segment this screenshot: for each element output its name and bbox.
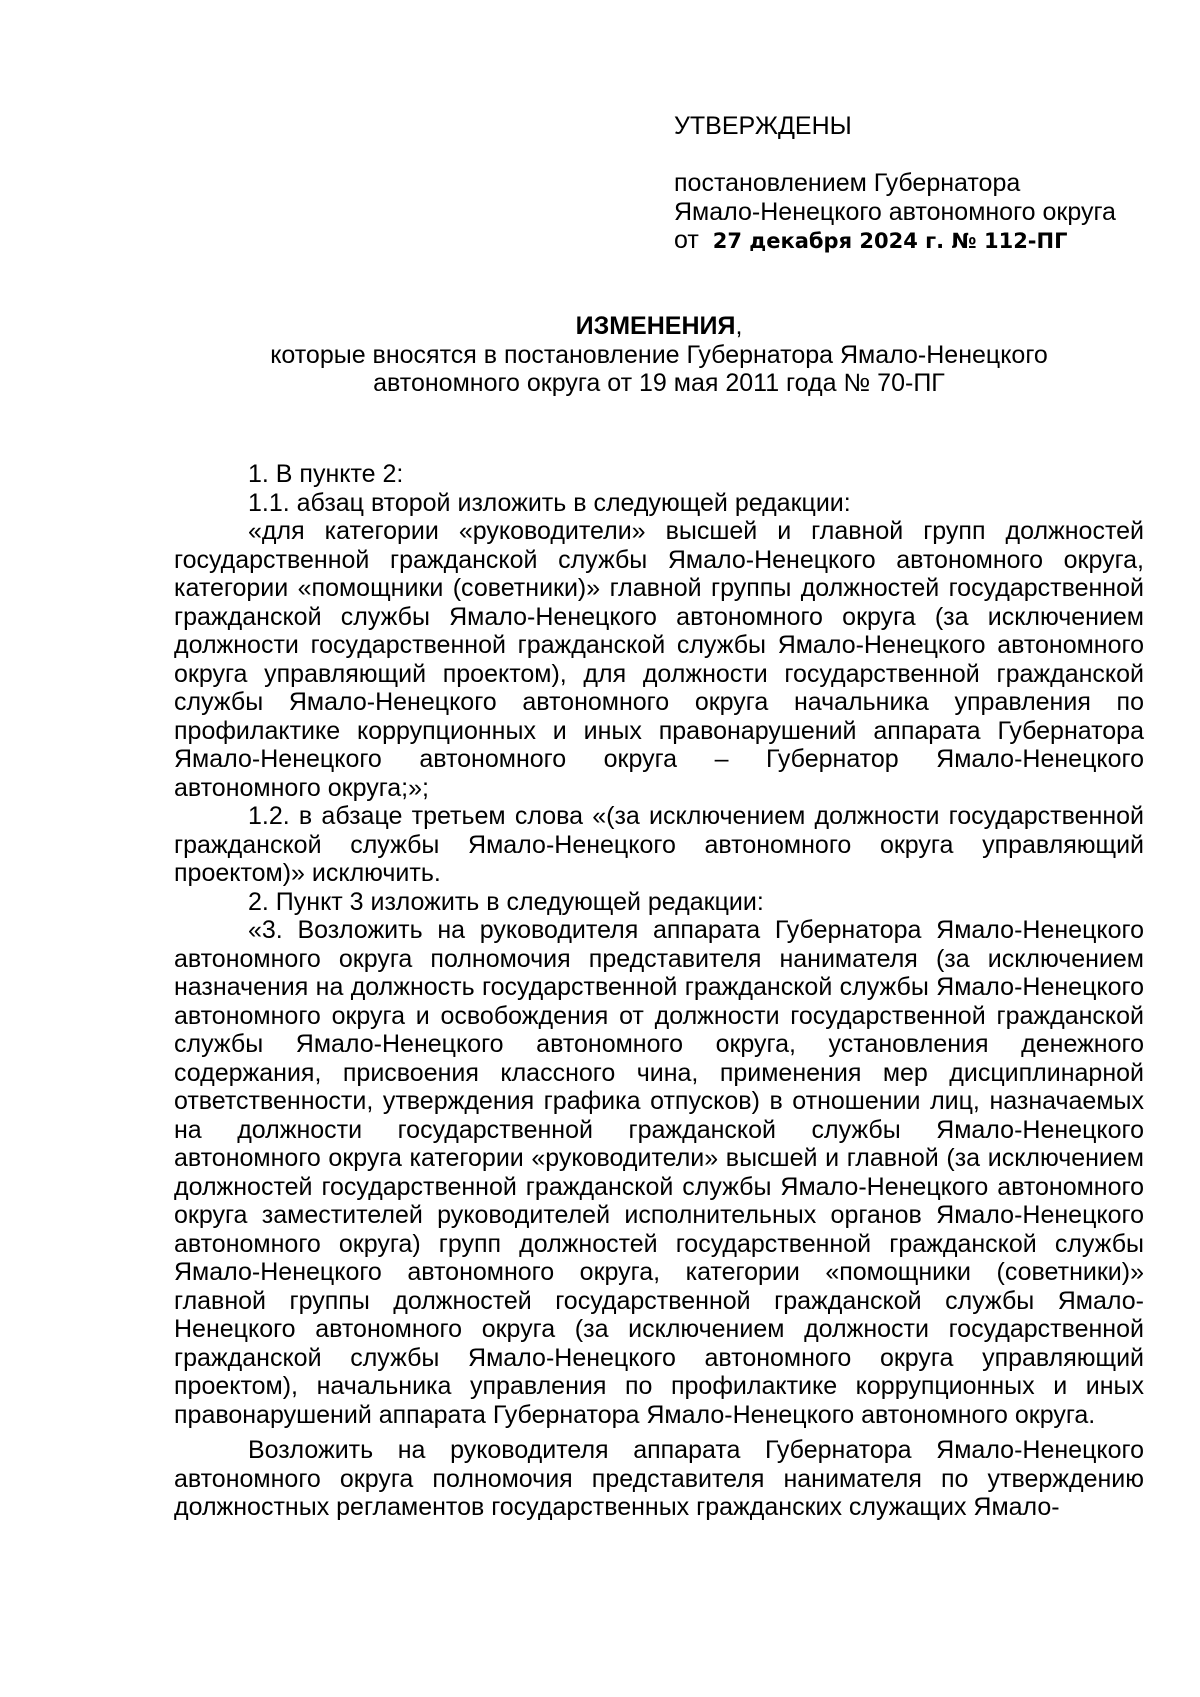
approval-date-prefix: от (674, 226, 699, 254)
heading-title-line (174, 312, 1144, 341)
approval-heading: УТВЕРЖДЕНЫ (674, 112, 852, 140)
approval-date-number: 27 декабря 2024 г. № 112-ПГ (712, 229, 1068, 253)
paragraph-quote-1: «для категории «руководители» высшей и главной групп должностей государственной гражданской службы Ямало-Ненецкого автономного округа, категории «помощники (советники)» главной группы должностей государственной гражданской службы Ямало-Ненецкого автономного округа (за исключением должности государственной гражданской службы Ямало-Ненецкого автономного округа управляющий проектом), для должности государственной гражданской службы Ямало-Ненецкого автономного округа начальника управления по профилактике коррупционных и иных правонарушений аппарата Губернатора Ямало-Ненецкого автономного округа – Губернатор Ямало-Ненецкого автономного округа;»; (174, 517, 1144, 802)
title-comma: , (735, 312, 743, 340)
approval-line-1: постановлением Губернатора (674, 169, 1021, 197)
approval-line-2: Ямало-Ненецкого автономного округа (674, 197, 1116, 226)
paragraph-item-1-1: 1.1. абзац второй изложить в следующей редакции: (248, 488, 851, 517)
document-heading (174, 312, 1144, 398)
heading-subtitle-1: которые вносятся в постановление Губернатора Ямало-Ненецкого (270, 340, 1048, 369)
paragraph-continuation: Возложить на руководителя аппарата Губернатора Ямало-Ненецкого автономного округа полномочия представителя нанимателя по утверждению должностных регламентов государственных гражданских служащих Ямало- (174, 1436, 1144, 1521)
document-body (174, 460, 1144, 1522)
paragraph-item-1: 1. В пункте 2: (248, 460, 404, 488)
approval-spacer (674, 141, 1154, 170)
paragraph-item-2: 2. Пункт 3 изложить в следующей редакции: (248, 887, 764, 916)
paragraph-quote-2: «3. Возложить на руководителя аппарата Губернатора Ямало-Ненецкого автономного округа полномочия представителя нанимателя (за исключением назначения на должность государственной гражданской службы Ямало-Ненецкого автономного округа и освобождения от должности государственной гражданской службы Ямало-Ненецкого автономного округа, установления денежного содержания, присвоения классного чина, применения мер дисциплинарной ответственности, утверждения графика отпусков) в отношении лиц, назначаемых на должности государственной гражданской службы Ямало-Ненецкого автономного округа категории «руководители» высшей и главной (за исключением должностей государственной гражданской службы Ямало-Ненецкого автономного округа заместителей руководителей исполнительных органов Ямало-Ненецкого автономного округа) групп должностей государственной гражданской службы Ямало-Ненецкого автономного округа, категории «помощники (советники)» главной группы должностей государственной гражданской службы Ямало-Ненецкого автономного округа (за исключением должности государственной гражданской службы Ямало-Ненецкого автономного округа управляющий проектом), начальника управления по профилактике коррупционных и иных правонарушений аппарата Губернатора Ямало-Ненецкого автономного округа. (174, 916, 1144, 1429)
document-title: ИЗМЕНЕНИЯ (575, 312, 736, 340)
approval-date-line (674, 226, 1154, 256)
heading-subtitle-2: автономного округа от 19 мая 2011 года № 70-ПГ (373, 369, 945, 397)
paragraph-item-1-2: 1.2. в абзаце третьем слова «(за исключением должности государственной гражданской службы Ямало-Ненецкого автономного округа управляющий проектом)» исключить. (174, 802, 1144, 887)
approval-block (674, 112, 1154, 256)
